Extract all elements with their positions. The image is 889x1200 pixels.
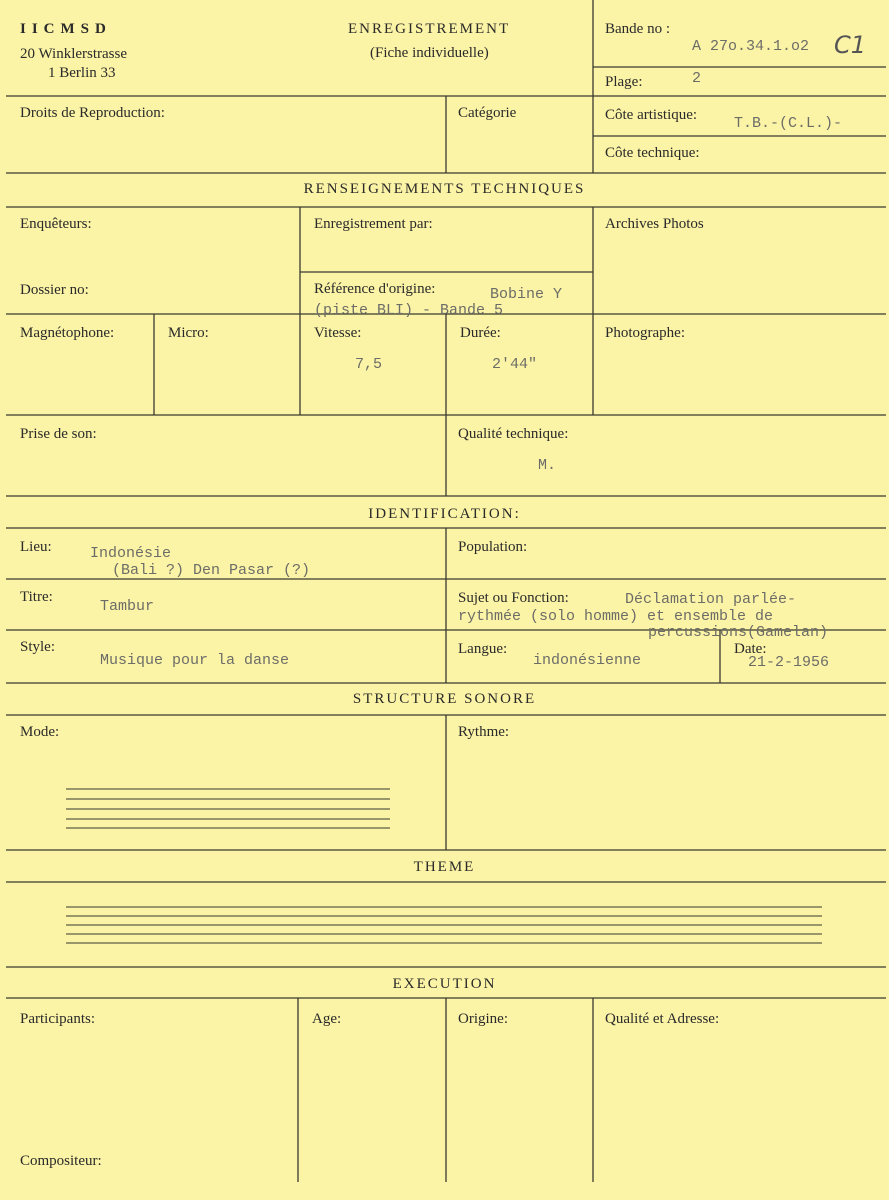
cote-technique-label: Côte technique:: [605, 145, 700, 161]
magnetophone-label: Magnétophone:: [20, 325, 115, 341]
cote-artistique-label: Côte artistique:: [605, 107, 698, 123]
plage-label: Plage:: [605, 74, 643, 90]
style-label: Style:: [20, 639, 56, 655]
reference-label: Référence d'origine:: [314, 281, 436, 297]
institute-city: 1 Berlin 33: [48, 65, 116, 81]
prise-de-son-label: Prise de son:: [20, 426, 97, 442]
langue-label: Langue:: [458, 641, 508, 657]
lieu-label: Lieu:: [20, 539, 52, 555]
vitesse-value: 7,5: [355, 356, 383, 373]
date-value: 21-2-1956: [748, 654, 830, 671]
dossier-label: Dossier no:: [20, 282, 89, 298]
vitesse-label: Vitesse:: [314, 325, 362, 341]
lieu-value-2: (Bali ?) Den Pasar (?): [112, 562, 311, 579]
cote-artistique-value: T.B.-(C.L.)-: [734, 115, 843, 132]
enregistrement-par-label: Enregistrement par:: [314, 216, 433, 232]
reference-value-1: Bobine Y: [490, 286, 563, 303]
origine-label: Origine:: [458, 1011, 508, 1027]
institute-street: 20 Winklerstrasse: [20, 46, 128, 62]
droits-label: Droits de Reproduction:: [20, 105, 165, 121]
duree-label: Durée:: [460, 325, 501, 341]
renseignements-heading: RENSEIGNEMENTS TECHNIQUES: [303, 181, 586, 197]
archives-photos-label: Archives Photos: [605, 216, 704, 232]
population-label: Population:: [458, 539, 528, 555]
plage-value: 2: [692, 70, 702, 87]
age-label: Age:: [312, 1011, 342, 1027]
micro-label: Micro:: [168, 325, 209, 341]
form-subtitle: (Fiche individuelle): [370, 45, 489, 61]
theme-heading: THEME: [413, 859, 476, 875]
photographe-label: Photographe:: [605, 325, 685, 341]
duree-value: 2'44": [492, 356, 538, 373]
sujet-value-3: percussions(Gamelan): [648, 624, 829, 641]
institute-logo: IICMSD: [20, 21, 112, 37]
categorie-label: Catégorie: [458, 105, 517, 121]
bande-label: Bande no :: [605, 21, 670, 37]
style-value: Musique pour la danse: [100, 652, 290, 669]
enqueteurs-label: Enquêteurs:: [20, 216, 92, 232]
sujet-label: Sujet ou Fonction:: [458, 590, 569, 606]
execution-heading: EXECUTION: [392, 976, 497, 992]
mode-label: Mode:: [20, 724, 60, 740]
lieu-value-1: Indonésie: [90, 545, 172, 562]
reference-value-2: (piste BLI) - Bande 5: [314, 302, 504, 319]
compositeur-label: Compositeur:: [20, 1153, 102, 1169]
participants-label: Participants:: [20, 1011, 95, 1027]
titre-label: Titre:: [20, 589, 53, 605]
qualite-technique-label: Qualité technique:: [458, 426, 569, 442]
bande-handwritten: C1: [834, 31, 867, 59]
bande-value: A 27o.34.1.o2: [692, 38, 810, 55]
qualite-technique-value: M.: [538, 457, 557, 474]
structure-heading: STRUCTURE SONORE: [352, 691, 537, 707]
date-label: Date:: [734, 641, 767, 657]
rythme-label: Rythme:: [458, 724, 510, 740]
sujet-value-2: rythmée (solo homme) et ensemble de: [458, 608, 774, 625]
form-title: ENREGISTREMENT: [348, 21, 511, 37]
titre-value: Tambur: [100, 598, 155, 615]
identification-heading: IDENTIFICATION:: [368, 506, 521, 522]
qualite-adresse-label: Qualité et Adresse:: [605, 1011, 720, 1027]
sujet-value-1: Déclamation parlée-: [625, 591, 797, 608]
langue-value: indonésienne: [533, 652, 642, 669]
